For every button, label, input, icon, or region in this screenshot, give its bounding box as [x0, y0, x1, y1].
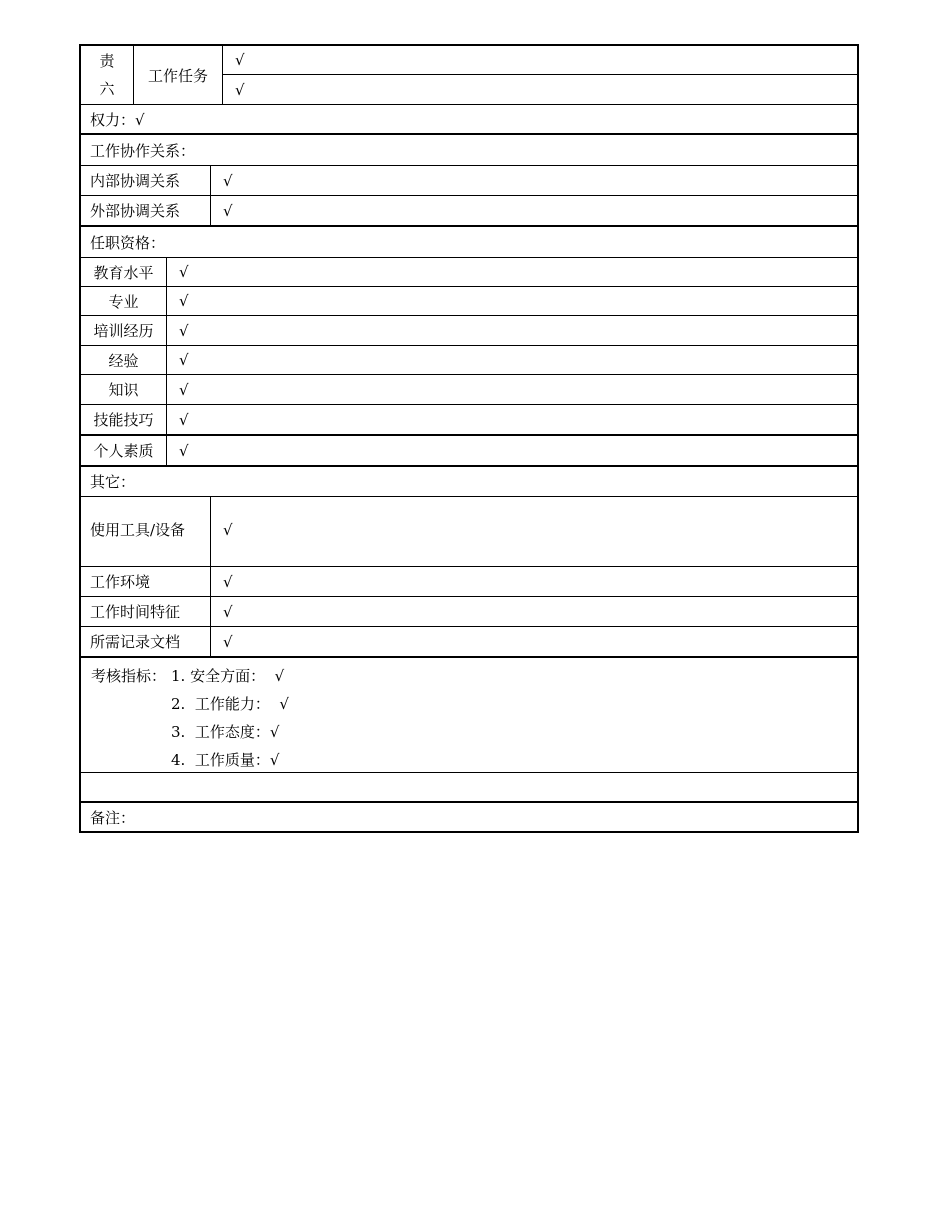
- qualification-row: [81, 257, 857, 286]
- other-value: √: [223, 602, 233, 621]
- job-description-form: [79, 44, 859, 833]
- qualifications-heading-row: [81, 227, 857, 257]
- other-label: 所需记录文档: [81, 627, 211, 656]
- collaboration-label: 内部协调关系: [81, 166, 211, 195]
- qualification-row: [81, 374, 857, 404]
- qualification-row: [81, 345, 857, 374]
- collaboration-heading-row: [81, 135, 857, 165]
- qualification-label: 教育水平: [81, 258, 167, 286]
- assessment-line: [91, 690, 847, 718]
- collaboration-row: [81, 195, 857, 225]
- qualification-row: [81, 315, 857, 345]
- qualification-label: 经验: [81, 346, 167, 374]
- qualification-row: [81, 404, 857, 434]
- responsibility-section: [81, 46, 857, 133]
- other-value: √: [223, 521, 233, 539]
- task-list: [223, 46, 857, 104]
- other-label: 使用工具/设备: [81, 497, 211, 566]
- qualification-value: √: [179, 263, 189, 281]
- other-value: √: [223, 632, 233, 651]
- assessment-item: 2. 工作能力： √: [171, 695, 289, 713]
- other-row: [81, 626, 857, 656]
- qualifications-heading: 任职资格：: [90, 233, 166, 252]
- remarks-row: [81, 803, 857, 831]
- assessment-item: 3. 工作态度：√: [171, 723, 280, 741]
- vertical-label-char: 六: [99, 80, 115, 98]
- assessment-item: 1. 安全方面： √: [171, 667, 285, 685]
- other-row: [81, 596, 857, 626]
- other-value: √: [223, 572, 233, 591]
- qualifications-section: [81, 225, 857, 465]
- qualification-value: √: [179, 292, 189, 310]
- authority-row: [81, 104, 857, 133]
- assessment-block: [81, 658, 857, 772]
- qualification-value: √: [179, 380, 189, 399]
- blank-row: [81, 772, 857, 801]
- other-row: [81, 566, 857, 596]
- other-label: 工作时间特征: [81, 597, 211, 626]
- assessment-line: [91, 746, 847, 774]
- collaboration-label: 外部协调关系: [81, 196, 211, 225]
- qualification-value: √: [179, 321, 189, 340]
- qualification-row: [81, 434, 857, 465]
- other-label: 工作环境: [81, 567, 211, 596]
- collaboration-value: √: [223, 201, 233, 220]
- other-row: [81, 496, 857, 566]
- responsibility-row: [81, 46, 857, 104]
- responsibility-vertical-label: [81, 46, 134, 104]
- other-heading-row: [81, 467, 857, 496]
- vertical-label-char: 责: [99, 52, 115, 70]
- qualification-label: 知识: [81, 375, 167, 404]
- task-item: √: [235, 80, 245, 99]
- qualification-label: 个人素质: [81, 436, 167, 465]
- task-item: √: [223, 46, 857, 75]
- collaboration-value: √: [223, 171, 233, 190]
- task-label: 工作任务: [134, 46, 223, 104]
- qualification-value: √: [179, 410, 189, 429]
- authority-text: 权力：√: [90, 110, 145, 129]
- qualification-value: √: [179, 441, 189, 460]
- assessment-item: 4. 工作质量：√: [171, 751, 280, 769]
- qualification-label: 技能技巧: [81, 405, 167, 434]
- other-heading: 其它：: [90, 473, 136, 491]
- collaboration-row: [81, 165, 857, 195]
- qualification-label: 专业: [81, 287, 167, 315]
- collaboration-heading: 工作协作关系：: [90, 141, 196, 160]
- other-section: [81, 465, 857, 656]
- assessment-line: [91, 662, 847, 690]
- qualification-row: [81, 286, 857, 315]
- assessment-line: [91, 718, 847, 746]
- assessment-section: [81, 656, 857, 801]
- qualification-label: 培训经历: [81, 316, 167, 345]
- qualification-value: √: [179, 351, 189, 369]
- remarks-label: 备注：: [90, 808, 136, 827]
- remarks-section: [81, 801, 857, 831]
- collaboration-section: [81, 133, 857, 225]
- assessment-heading: 考核指标：: [91, 667, 167, 685]
